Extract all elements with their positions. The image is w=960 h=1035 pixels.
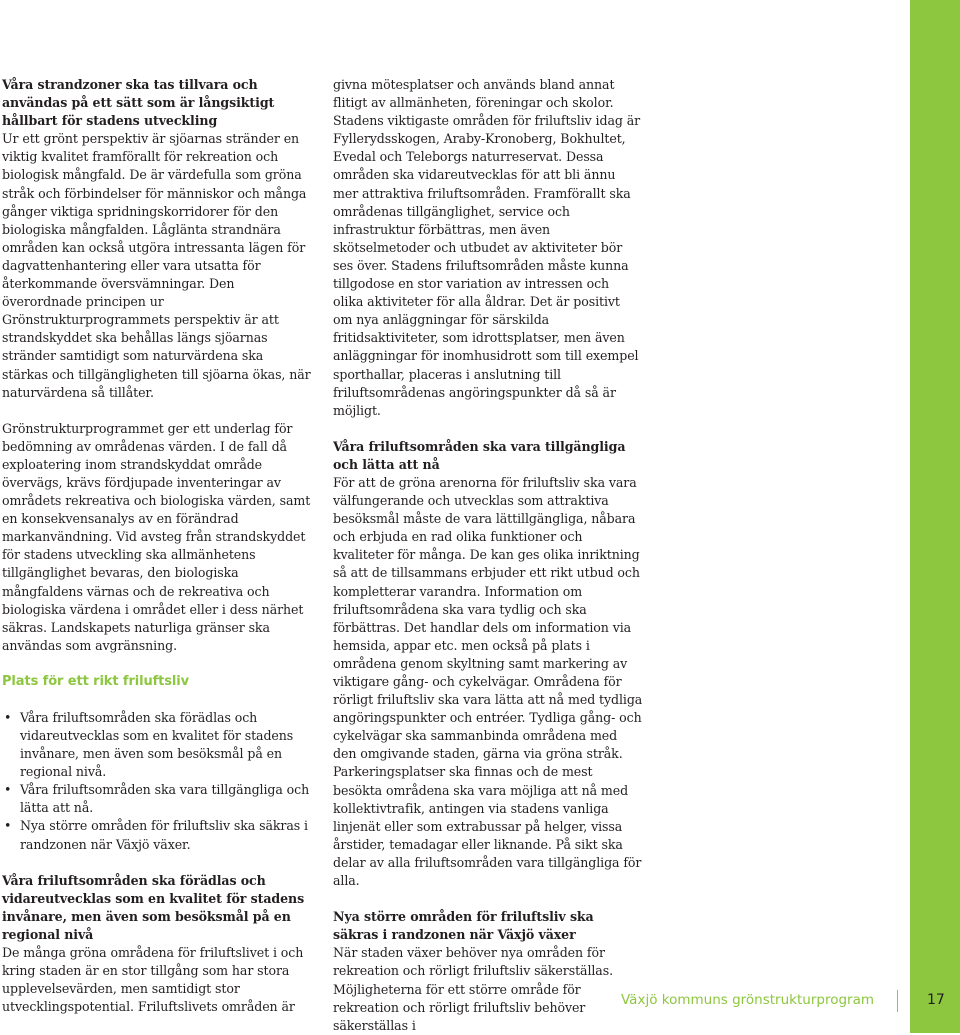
paragraph: De många gröna områdena för friluftslivet i och kring staden är en stor tillgång som har stora upplevelsevärden, men samtidigt stor utvecklingspotential. Friluftslivets områden är <box>2 945 304 1015</box>
paragraph: När staden växer behöver nya områden för rekreation och rörligt friluftsliv säkerställas. Möjligheterna för ett större område för rekreation och rörligt friluftsliv behöver säkerställas i <box>333 945 613 1033</box>
intro-heading: Våra strandzoner ska tas tillvara och användas på ett sätt som är långsiktigt hållbart för stadens utveckling <box>2 77 275 129</box>
list-item: • Våra friluftsområden ska förädlas och vidareutvecklas som en kvalitet för stadens invånare, men även som besöksmål på en regional nivå. <box>2 709 312 781</box>
paragraph: För att de gröna arenorna för friluftsliv ska vara välfungerande och utvecklas som attraktiva besöksmål måste de vara lättillgängliga, nåbara och erbjuda en rad olika funktioner och kvaliteter för många. De kan ges olika inriktning så att de tillsammans erbjuder ett rikt utbud och kompletterar varandra. Information om friluftsområdena ska vara tydlig och ska förbättras. Det handlar dels om information via hemsida, appar etc. men också på plats i områdena genom skyltning samt markering av viktigare gång- och cykelvägar. Områdena för rörligt friluftsliv ska vara lätta att nå med tydliga angöringspunkter och entréer. Tydliga gång- och cykelvägar ska sammanbinda områdena med den omgivande staden, gärna via gröna stråk. Parkeringsplatser ska finnas och de mest besökta områdena ska vara möjliga att nå med kollektivtrafik, antingen via stadens vanliga linjenät eller som extrabussar på helger, vissa årstider, temadagar eller liknande. På sikt ska delar av alla friluftsområden vara tillgängliga för alla. <box>333 474 643 889</box>
footer-divider <box>897 990 898 1012</box>
intro-body: Ur ett grönt perspektiv är sjöarnas stränder en viktig kvalitet framförallt för rekreation och biologisk mångfald. De är värdefulla som gröna stråk och förbindelser för människor och många gånger viktiga spridningskorridorer för den biologiska mångfalden. Låglänta strandnära områden kan också utgöra intressanta lägen för dagvattenhantering eller vara utsatta för återkommande översvämningar. Den överordnade principen ur Grönstrukturprogrammets perspektiv är att strandskyddet ska behållas längs sjöarnas stränder samtidigt som naturvärdena ska stärkas och tillgängligheten till sjöarna ökas, när naturvärdena så tillåter. <box>2 131 311 400</box>
green-margin-bar <box>910 0 960 1033</box>
bullet-list <box>2 709 312 854</box>
list-item: • Våra friluftsområden ska vara tillgängliga och lätta att nå. <box>2 781 312 817</box>
paragraph: Grönstrukturprogrammet ger ett underlag för bedömning av områdenas värden. I de fall då exploatering inom strandskyddat område övervägs, krävs fördjupade inventeringar av områdets rekreativa och biologiska värden, samt en konsekvensanalys av en förändrad markanvändning. Vid avsteg från strandskyddet för stadens utveckling ska allmänhetens tillgänglighet bevaras, den biologiska mångfaldens värnas och de rekreativa och biologiska värdena i området eller i dess närhet säkras. Landskapets naturliga gränser ska användas som avgränsning. <box>2 420 311 653</box>
page-footer <box>621 990 950 1014</box>
subheading: Våra friluftsområden ska förädlas och vidareutvecklas som en kvalitet för stadens invånare, men även som besöksmål på en regional nivå <box>2 872 305 942</box>
subheading: Nya större områden för friluftsliv ska säkras i randzonen när Växjö växer <box>333 909 594 943</box>
paragraph: givna mötesplatser och används bland annat flitigt av allmänheten, föreningar och skolor. Stadens viktigaste områden för friluftsliv idag är Fyllerydsskogen, Araby-Kronoberg, Bokhultet, Evedal och Teleborgs naturreservat. Dessa områden ska vidareutvecklas för att bli ännu mer attraktiva friluftsområden. Framförallt ska områdenas tillgänglighet, service och infrastruktur förbättras, men även skötselmetoder och utbudet av aktiviteter bör ses över. Stadens friluftsområden måste kunna tillgodose en stor variation av intressen och olika aktiviteter för alla åldrar. Det är positivt om nya anläggningar för särskilda fritidsaktiviteter, som idrottsplatser, men även anläggningar för inomhusidrott som till exempel sporthallar, placeras i anslutning till friluftsområdenas angöringspunkter då så är möjligt. <box>333 77 641 418</box>
list-item: • Nya större områden för friluftsliv ska säkras i randzonen när Växjö växer. <box>2 817 312 853</box>
section-heading: Plats för ett rikt friluftsliv <box>2 673 190 689</box>
right-column <box>333 76 643 1035</box>
subheading: Våra friluftsområden ska vara tillgängliga och lätta att nå <box>333 438 626 472</box>
left-column <box>2 76 312 1016</box>
page-number: 17 <box>927 992 945 1008</box>
footer-title: Växjö kommuns grönstrukturprogram <box>621 992 874 1008</box>
